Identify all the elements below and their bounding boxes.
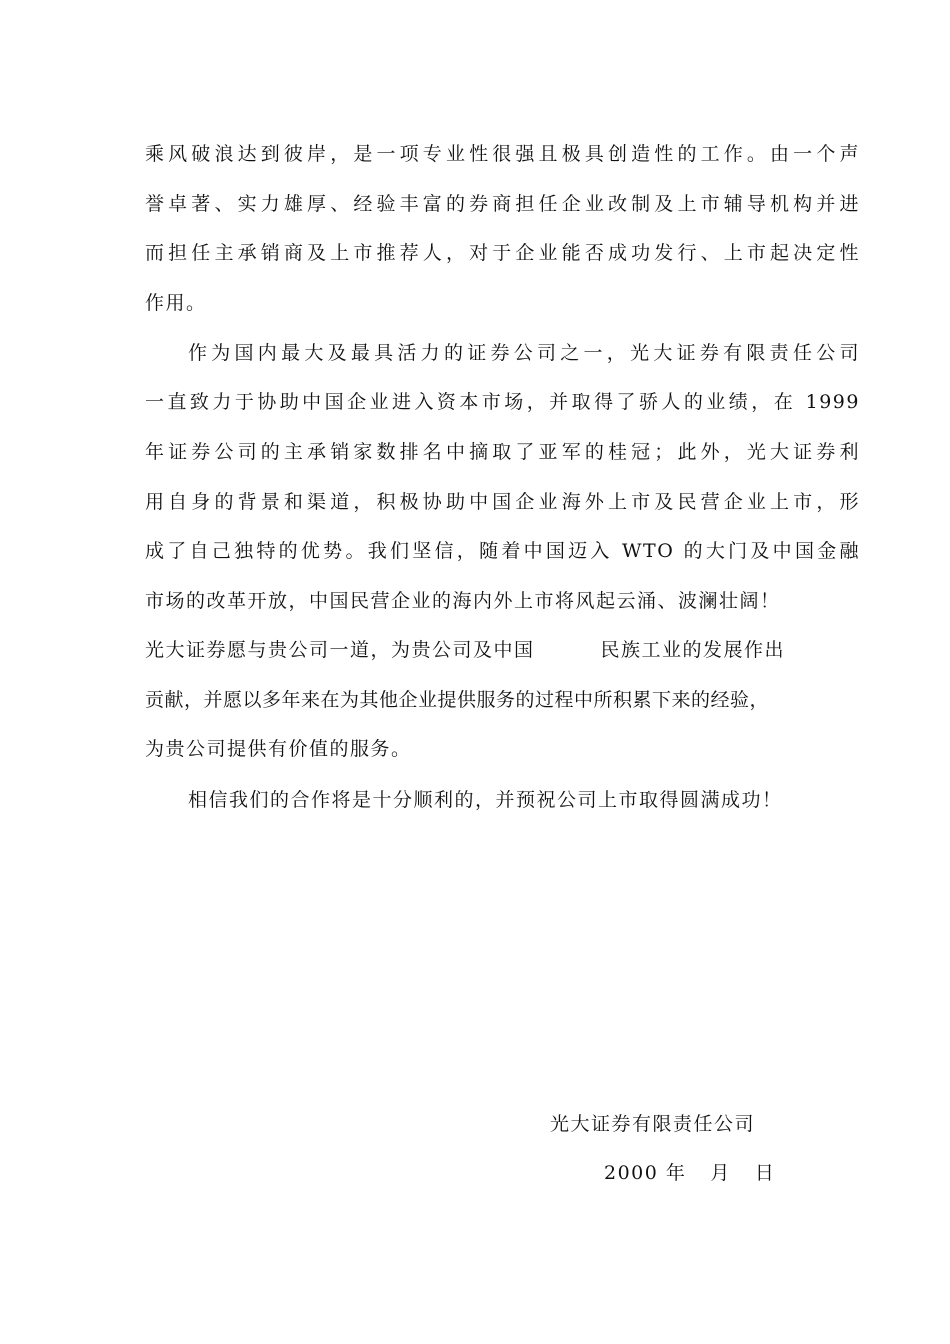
paragraph-1-line-3: 而担任主承销商及上市推荐人，对于企业能否成功发行、上市起决定性 — [145, 242, 860, 264]
signature-year: 2000 年 — [604, 1162, 687, 1184]
paragraph-2-line-3: 年证券公司的主承销家数排名中摘取了亚军的桂冠；此外，光大证券利 — [145, 441, 860, 463]
paragraph-2-line-7-part-2: 民族工业的发展作出 — [600, 639, 786, 661]
paragraph-1-line-2: 誉卓著、实力雄厚、经验丰富的券商担任企业改制及上市辅导机构并进 — [145, 193, 860, 215]
signature-date — [604, 1160, 775, 1186]
paragraph-2-line-7 — [145, 637, 860, 663]
signature-day: 日 — [754, 1162, 776, 1184]
paragraph-1-line-1: 乘风破浪达到彼岸，是一项专业性很强且极具创造性的工作。由一个声 — [145, 143, 860, 165]
paragraph-1-line-4: 作用。 — [145, 292, 207, 314]
paragraph-2-line-9: 为贵公司提供有价值的服务。 — [145, 738, 412, 760]
signature-month: 月 — [710, 1162, 731, 1184]
paragraph-2-line-7-part-1: 光大证券愿与贵公司一道，为贵公司及中国 — [145, 639, 535, 661]
signature-company: 光大证券有限责任公司 — [550, 1113, 756, 1135]
paragraph-2-line-2: 一直致力于协助中国企业进入资本市场，并取得了骄人的业绩，在 1999 — [145, 391, 860, 413]
paragraph-2-line-1: 作为国内最大及最具活力的证券公司之一，光大证券有限责任公司 — [188, 342, 860, 364]
paragraph-2-line-8: 贡献，并愿以多年来在为其他企业提供服务的过程中所积累下来的经验， — [145, 689, 770, 711]
paragraph-2-line-5: 成了自己独特的优势。我们坚信，随着中国迈入 WTO 的大门及中国金融 — [145, 540, 860, 562]
paragraph-2-line-6: 市场的改革开放，中国民营企业的海内外上市将风起云涌、波澜壮阔！ — [145, 590, 781, 612]
paragraph-3: 相信我们的合作将是十分顺利的，并预祝公司上市取得圆满成功！ — [188, 789, 783, 811]
paragraph-2-line-4: 用自身的背景和渠道，积极协助中国企业海外上市及民营企业上市，形 — [145, 491, 860, 513]
